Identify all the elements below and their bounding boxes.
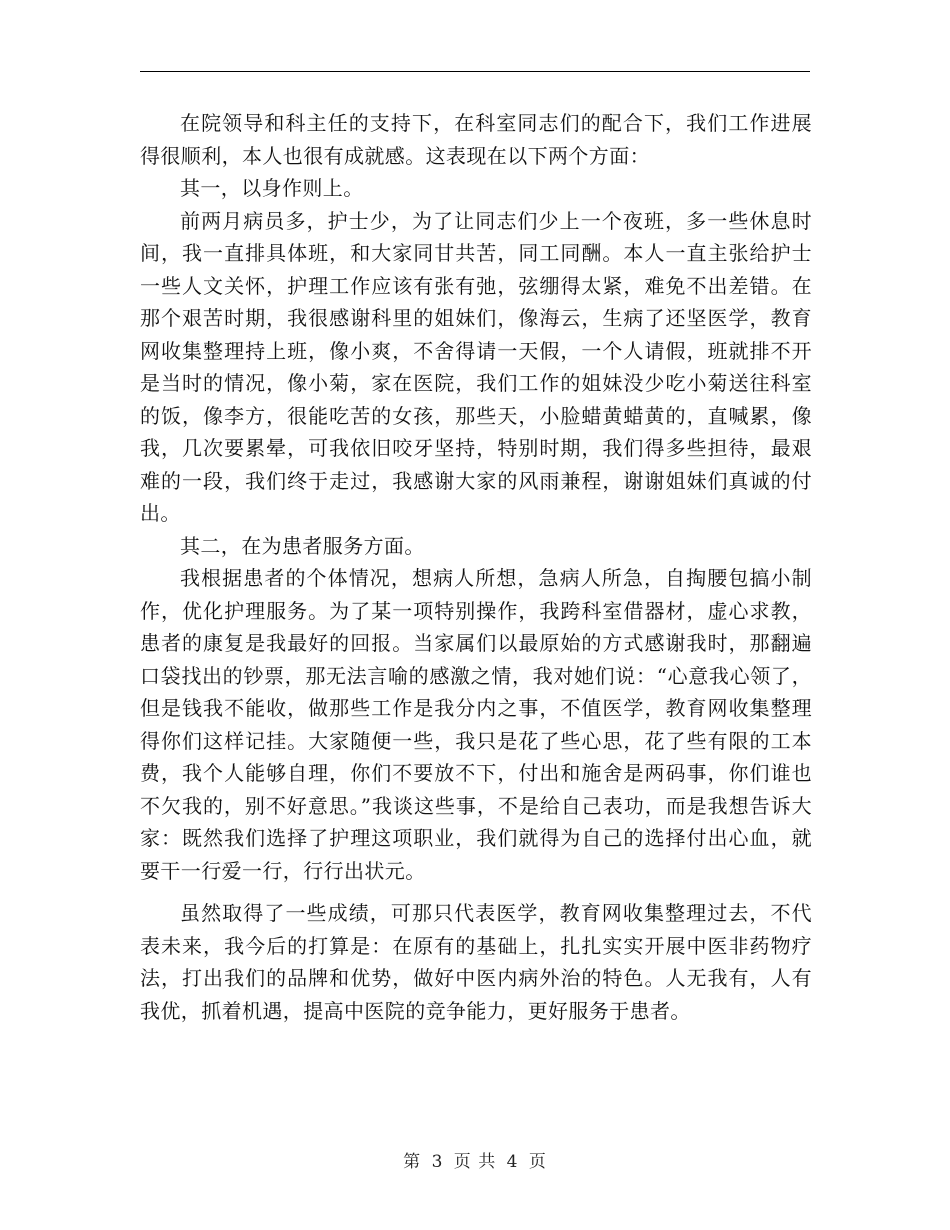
- paragraph-body-one: 前两月病员多，护士少，为了让同志们少上一个夜班，多一些休息时间，我一直排具体班，和大家同甘共苦，同工同酬。本人一直主张给护士一些人文关怀，护理工作应该有张有弛，弦绷得太紧，难免不出差错。在那个艰苦时期，我很感谢科里的姐妹们，像海云，生病了还坚医学，教育网收集整理持上班，像小爽，不舍得请一天假，一个人请假，班就排不开是当时的情况，像小菊，家在医院，我们工作的姐妹没少吃小菊送往科室的饭，像李方，很能吃苦的女孩，那些天，小脸蜡黄蜡黄的，直喊累，像我，几次要累晕，可我依旧咬牙坚持，特别时期，我们得多些担待，最艰难的一段，我们终于走过，我感谢大家的风雨兼程，谢谢姐妹们真诚的付出。: [140, 208, 812, 525]
- footer-suffix: 页: [528, 1152, 547, 1172]
- footer-middle: 页 共: [453, 1152, 497, 1172]
- paragraph-plans: 虽然取得了一些成绩，可那只代表医学，教育网收集整理过去，不代表未来，我今后的打算是：在原有的基础上，扎扎实实开展中医非药物疗法，打出我们的品牌和优势，做好中医内病外治的特色。人无我有，人有我优，抓着机遇，提高中医院的竞争能力，更好服务于患者。: [140, 901, 812, 1023]
- paragraph-intro: 在院领导和科主任的支持下，在科室同志们的配合下，我们工作进展得很顺利，本人也很有成就感。这表现在以下两个方面：: [140, 111, 812, 168]
- paragraph-heading-one: 其一，以身作则上。: [180, 176, 364, 200]
- paragraph-heading-two: 其二，在为患者服务方面。: [180, 533, 425, 558]
- footer-current-page: 3: [431, 1152, 444, 1172]
- paragraph-body-two: 我根据患者的个体情况，想病人所想，急病人所急，自掏腰包搞小制作，优化护理服务。为了某一项特别操作，我跨科室借器材，虚心求教，患者的康复是我最好的回报。当家属们以最原始的方式感谢我时，那翻遍口袋找出的钞票，那无法言喻的感激之情，我对她们说：“心意我心领了，但是钱我不能收，做那些工作是我分内之事，不值医学，教育网收集整理得你们这样记挂。大家随便一些，我只是花了些心思，花了些有限的工本费，我个人能够自理，你们不要放不下，付出和施舍是两码事，你们谁也不欠我的，别不好意思。”我谈这些事，不是给自己表功，而是我想告诉大家：既然我们选择了护理这项职业，我们就得为自己的选择付出心血，就要干一行爱一行，行行出状元。: [140, 566, 812, 883]
- footer-total-pages: 4: [506, 1152, 519, 1172]
- header-rule: [140, 71, 810, 72]
- page-footer: [0, 1150, 950, 1174]
- footer-prefix: 第: [403, 1152, 422, 1172]
- body-text: [140, 107, 812, 1027]
